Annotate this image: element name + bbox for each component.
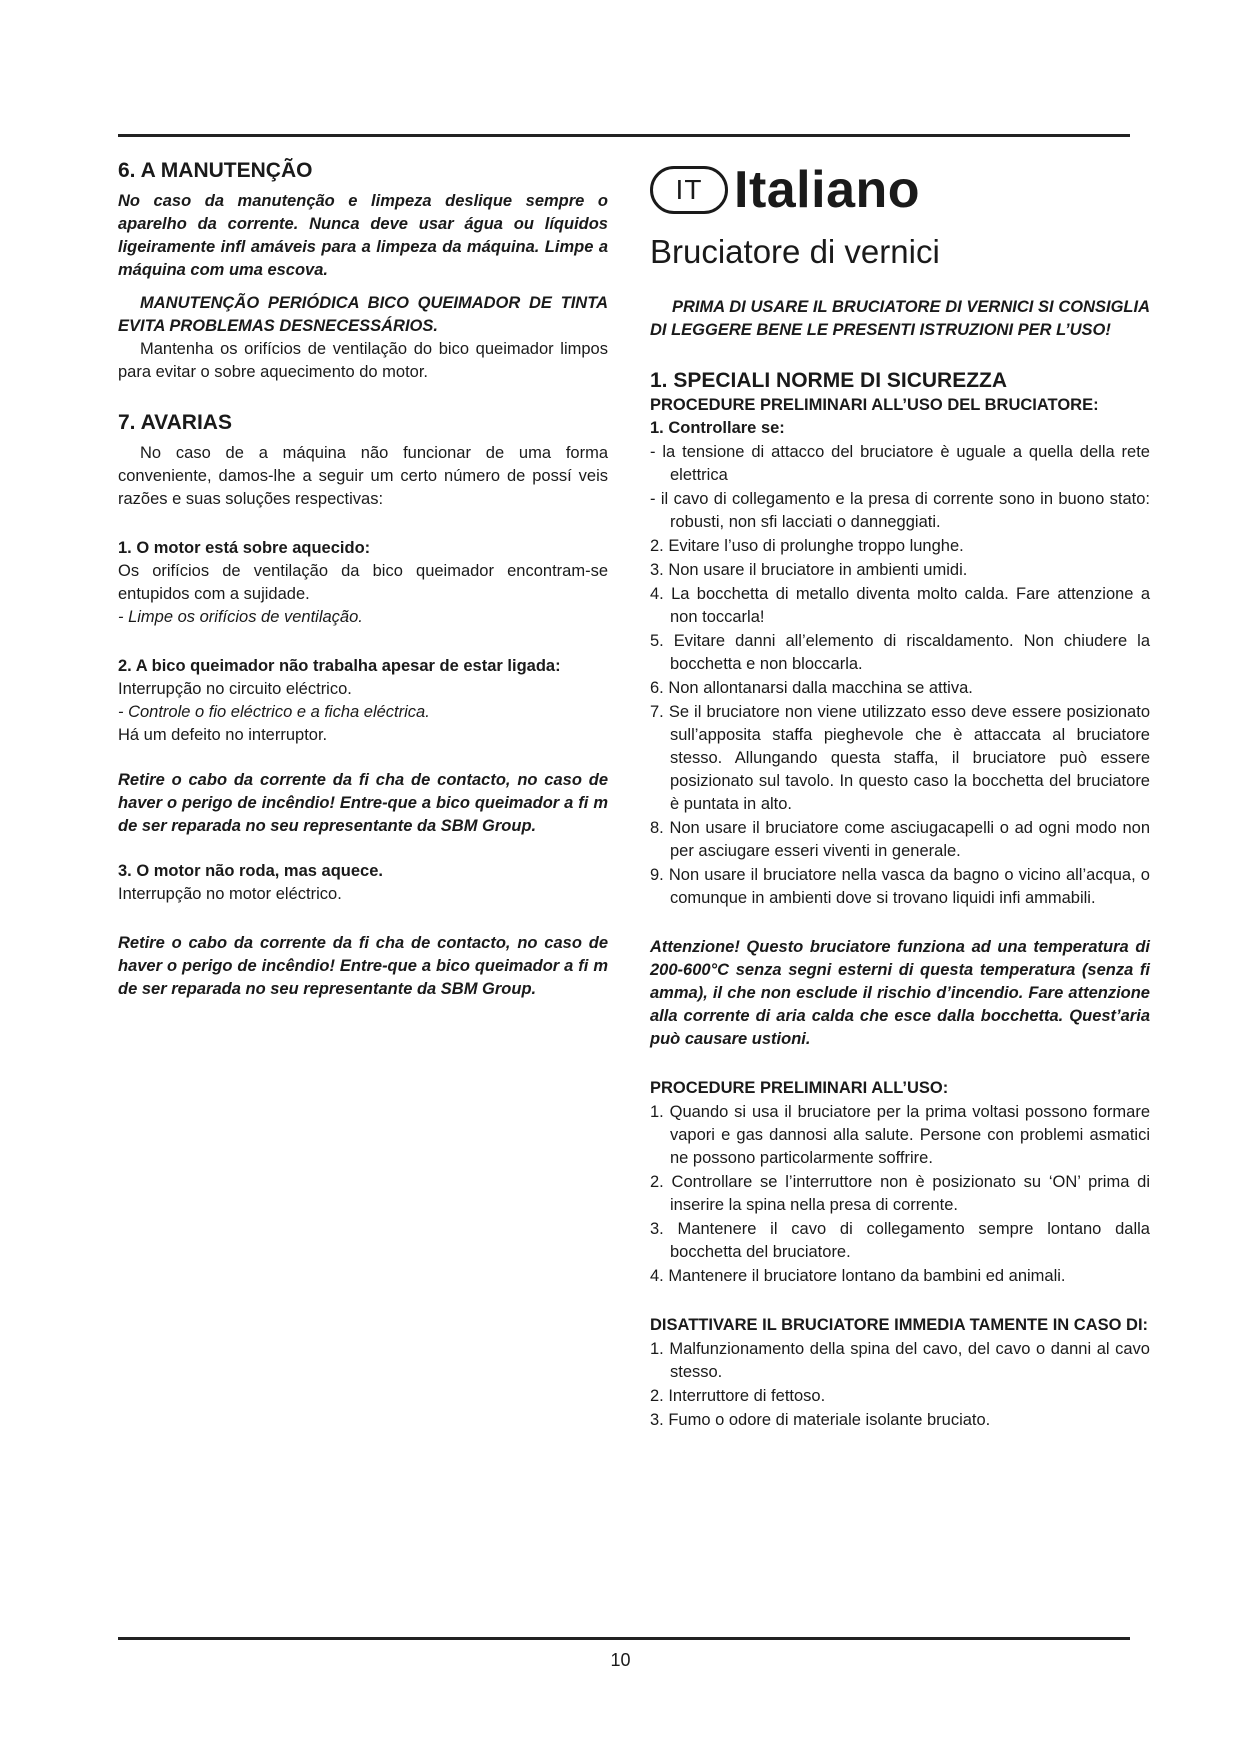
list-item: - il cavo di collegamento e la presa di corrente sono in buono stato: robusti, non sfi lacciati o danneggiati. — [650, 490, 1150, 531]
bottom-rule — [118, 1637, 1130, 1640]
maintenance-body: Mantenha os orifícios de ventilação do bico queimador limpos para evitar o sobre aquecimento do motor. — [118, 340, 608, 381]
product-subtitle: Bruciatore di vernici — [650, 233, 940, 270]
problem-1-body: Os orifícios de ventilação da bico queimador encontram-se entupidos com a sujidade. — [118, 562, 608, 603]
read-instructions-notice: PRIMA DI USARE IL BRUCIATORE DI VERNICI SI CONSIGLIA DI LEGGERE BENE LE PRESENTI ISTRUZIONI PER L’USO! — [650, 298, 1150, 339]
deactivate-title: DISATTIVARE IL BRUCIATORE IMMEDIA TAMENTE IN CASO DI: — [650, 1316, 1149, 1334]
fire-warning-1: Retire o cabo da corrente da fi cha de contacto, no caso de haver o perigo de incêndio! Entre-que a bico queimador a fi m de ser reparada no seu representante da SBM Group. — [118, 771, 608, 835]
fire-warning-2: Retire o cabo da corrente da fi cha de contacto, no caso de haver o perigo de incêndio! Entre-que a bico queimador a fi m de ser reparada no seu representante da SBM Group. — [118, 934, 608, 998]
problem-1-fix: - Limpe os orifícios de ventilação. — [118, 608, 363, 626]
preliminary-title: PROCEDURE PRELIMINARI ALL’USO: — [650, 1079, 949, 1097]
problem-2-fix: - Controle o fio eléctrico e a ficha eléctrica. — [118, 703, 430, 721]
italian-column — [650, 158, 1150, 1432]
list-item: 7. Se il bruciatore non viene utilizzato esso deve essere posizionato sull’apposita staffa pieghevole che è attaccata al bruciatore stesso. Allungando questa staffa, il bruciatore può essere posizionato sul tavolo. In questo caso la bocchetta del bruciatore è puntata in alto. — [650, 703, 1150, 813]
problem-2-title: 2. A bico queimador não trabalha apesar de estar ligada: — [118, 657, 561, 675]
problem-3-title: 3. O motor não roda, mas aquece. — [118, 862, 383, 880]
list-item: 2. Interruttore di fettoso. — [650, 1387, 826, 1405]
list-item: 4. Mantenere il bruciatore lontano da bambini ed animali. — [650, 1267, 1066, 1285]
list-item: 1. Quando si usa il bruciatore per la prima voltasi possono formare vapori e gas dannosi alla salute. Persone con problemi asmatici ne possono particolarmente soffrire. — [650, 1103, 1150, 1167]
list-item: 5. Evitare danni all’elemento di riscaldamento. Non chiudere la bocchetta e non bloccarla. — [650, 632, 1150, 673]
list-item: - la tensione di attacco del bruciatore è uguale a quella della rete elettrica — [650, 443, 1150, 484]
problem-3-body: Interrupção no motor eléctrico. — [118, 885, 342, 903]
problem-1-title: 1. O motor está sobre aquecido: — [118, 539, 371, 557]
list-item: 8. Non usare il bruciatore come asciugacapelli o ad ogni modo non per asciugare esseri viventi in generale. — [650, 819, 1150, 860]
list-item: 3. Fumo o odore di materiale isolante bruciato. — [650, 1411, 991, 1429]
problem-2-body: Interrupção no circuito eléctrico. — [118, 680, 352, 698]
maintenance-intro: No caso da manutenção e limpeza deslique sempre o aparelho da corrente. Nunca deve usar água ou líquidos ligeiramente infl amáveis para a limpeza da máquina. Limpe a máquina com uma escova. — [118, 192, 608, 279]
check-list — [650, 441, 1150, 534]
list-item: 1. Malfunzionamento della spina del cavo, del cavo o danni al cavo stesso. — [650, 1340, 1150, 1381]
list-item: 6. Non allontanarsi dalla macchina se attiva. — [650, 679, 973, 697]
maintenance-warning: MANUTENÇÃO PERIÓDICA BICO QUEIMADOR DE TINTA EVITA PROBLEMAS DESNECESSÁRIOS. — [118, 294, 608, 335]
attention-warning: Attenzione! Questo bruciatore funziona ad una temperatura di 200-600°C senza segni esterni di questa temperatura (senza fi amma), il che non esclude il rischio d’incendio. Fare attenzione alla corrente di aria calda che esce dalla bocchetta. Quest’aria può causare ustioni. — [650, 938, 1150, 1048]
portuguese-column — [118, 158, 608, 1001]
list-item: 2. Evitare l’uso di prolunghe troppo lunghe. — [650, 537, 964, 555]
problem-2-body-2: Há um defeito no interruptor. — [118, 726, 328, 744]
safety-list — [650, 535, 1150, 910]
language-badge: IT — [650, 166, 728, 214]
section-title-maintenance: 6. A MANUTENÇÃO — [118, 159, 313, 182]
list-item: 4. La bocchetta di metallo diventa molto calda. Fare attenzione a non toccarla! — [650, 585, 1150, 626]
page-number: 10 — [610, 1650, 631, 1670]
language-header — [650, 158, 1150, 222]
section-title-safety: 1. SPECIALI NORME DI SICUREZZA — [650, 369, 1008, 392]
check-title: 1. Controllare se: — [650, 419, 785, 437]
safety-subtitle: PROCEDURE PRELIMINARI ALL’USO DEL BRUCIATORE: — [650, 396, 1099, 414]
faults-intro: No caso de a máquina não funcionar de uma forma conveniente, damos-lhe a seguir um certo número de possí veis razões e suas soluções respectivas: — [118, 444, 608, 508]
top-rule — [118, 134, 1130, 137]
list-item: 2. Controllare se l’interruttore non è posizionato su ‘ON’ prima di inserire la spina nella presa di corrente. — [650, 1173, 1150, 1214]
list-item: 3. Mantenere il cavo di collegamento sempre lontano dalla bocchetta del bruciatore. — [650, 1220, 1150, 1261]
preliminary-list — [650, 1101, 1150, 1288]
deactivate-list — [650, 1338, 1150, 1432]
section-title-faults: 7. AVARIAS — [118, 411, 232, 434]
list-item: 9. Non usare il bruciatore nella vasca da bagno o vicino all’acqua, o comunque in ambienti dove si trovano liquidi infi ammabili. — [650, 866, 1150, 907]
language-title: Italiano — [734, 161, 921, 219]
list-item: 3. Non usare il bruciatore in ambienti umidi. — [650, 561, 968, 579]
